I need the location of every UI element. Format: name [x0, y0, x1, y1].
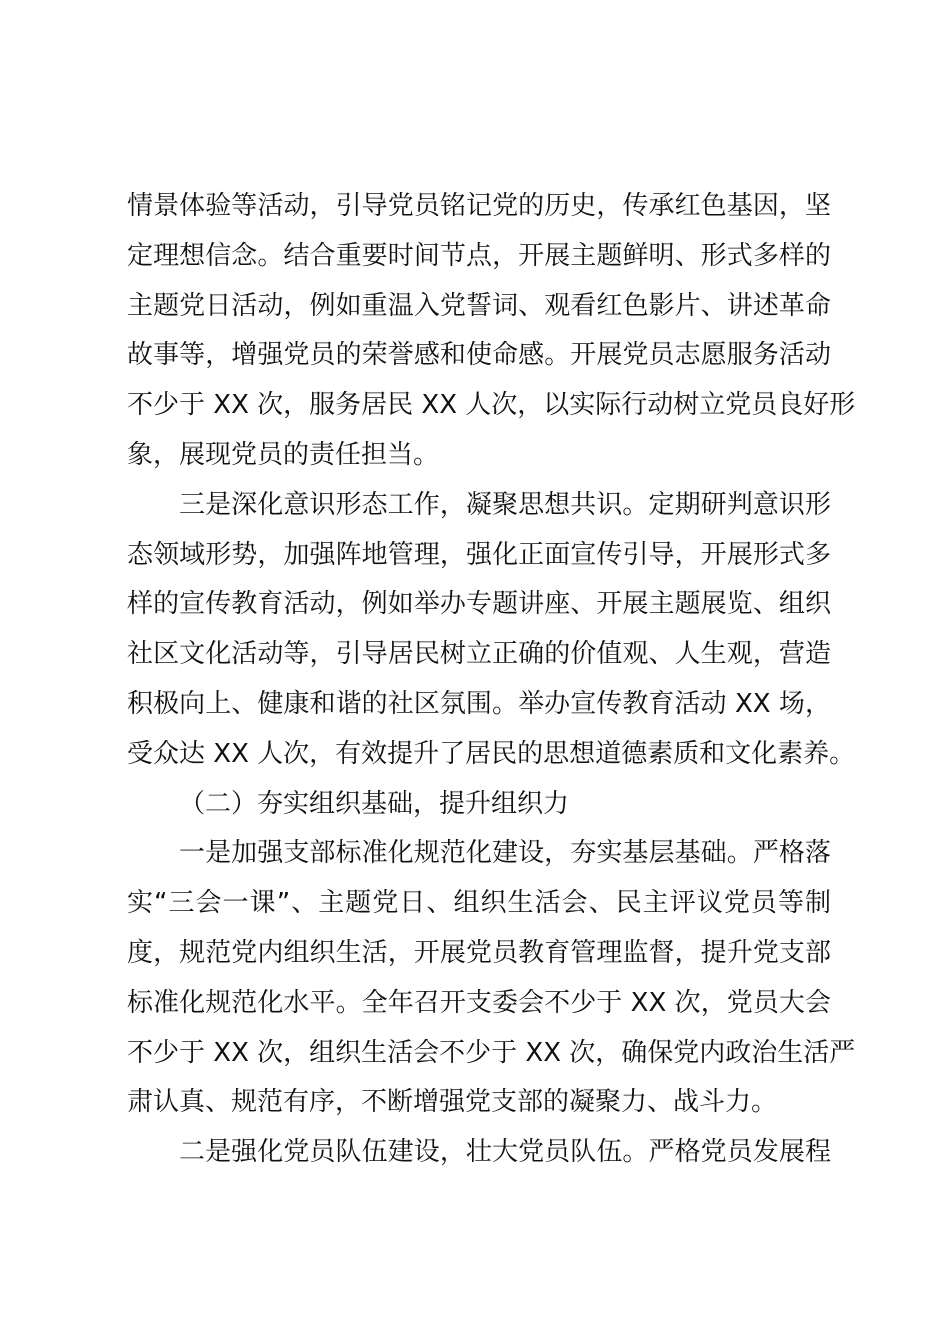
text-line: 标准化规范化水平。全年召开支委会不少于 XX 次，党员大会: [127, 987, 831, 1018]
text-line: 社区文化活动等，引导居民树立正确的价值观、人生观，营造: [127, 639, 831, 670]
text-line: 故事等，增强党员的荣誉感和使命感。开展党员志愿服务活动: [127, 340, 831, 371]
text-line: 肃认真、规范有序，不断增强党支部的凝聚力、战斗力。: [127, 1087, 778, 1118]
paragraph-start-line: 一是加强支部标准化规范化建设，夯实基层基础。严格落: [179, 838, 831, 869]
text-line: 态领域形势，加强阵地管理，强化正面宣传引导，开展形式多: [127, 539, 831, 570]
text-line: 积极向上、健康和谐的社区氛围。举办宣传教育活动 XX 场，: [127, 688, 831, 719]
text-line: 度，规范党内组织生活，开展党员教育管理监督，提升党支部: [127, 937, 831, 968]
text-line: 象，展现党员的责任担当。: [127, 439, 440, 470]
section-heading: （二）夯实组织基础，提升组织力: [179, 788, 570, 819]
paragraph-start-line: 二是强化党员队伍建设，壮大党员队伍。严格党员发展程: [179, 1137, 831, 1168]
text-line: 主题党日活动，例如重温入党誓词、观看红色影片、讲述革命: [127, 290, 831, 321]
text-line: 不少于 XX 次，组织生活会不少于 XX 次，确保党内政治生活严: [127, 1037, 856, 1068]
text-line: 不少于 XX 次，服务居民 XX 人次，以实际行动树立党员良好形: [127, 390, 856, 421]
text-line: 定理想信念。结合重要时间节点，开展主题鲜明、形式多样的: [127, 240, 831, 271]
paragraph-start-line: 三是深化意识形态工作，凝聚思想共识。定期研判意识形: [179, 489, 831, 520]
document-page: [127, 182, 856, 1178]
text-line: 样的宣传教育活动，例如举办专题讲座、开展主题展览、组织: [127, 589, 831, 620]
text-line: 情景体验等活动，引导党员铭记党的历史，传承红色基因，坚: [127, 191, 831, 221]
text-line: 受众达 XX 人次，有效提升了居民的思想道德素质和文化素养。: [127, 738, 856, 769]
text-line: 实“三会一课”、主题党日、组织生活会、民主评议党员等制: [127, 888, 831, 919]
